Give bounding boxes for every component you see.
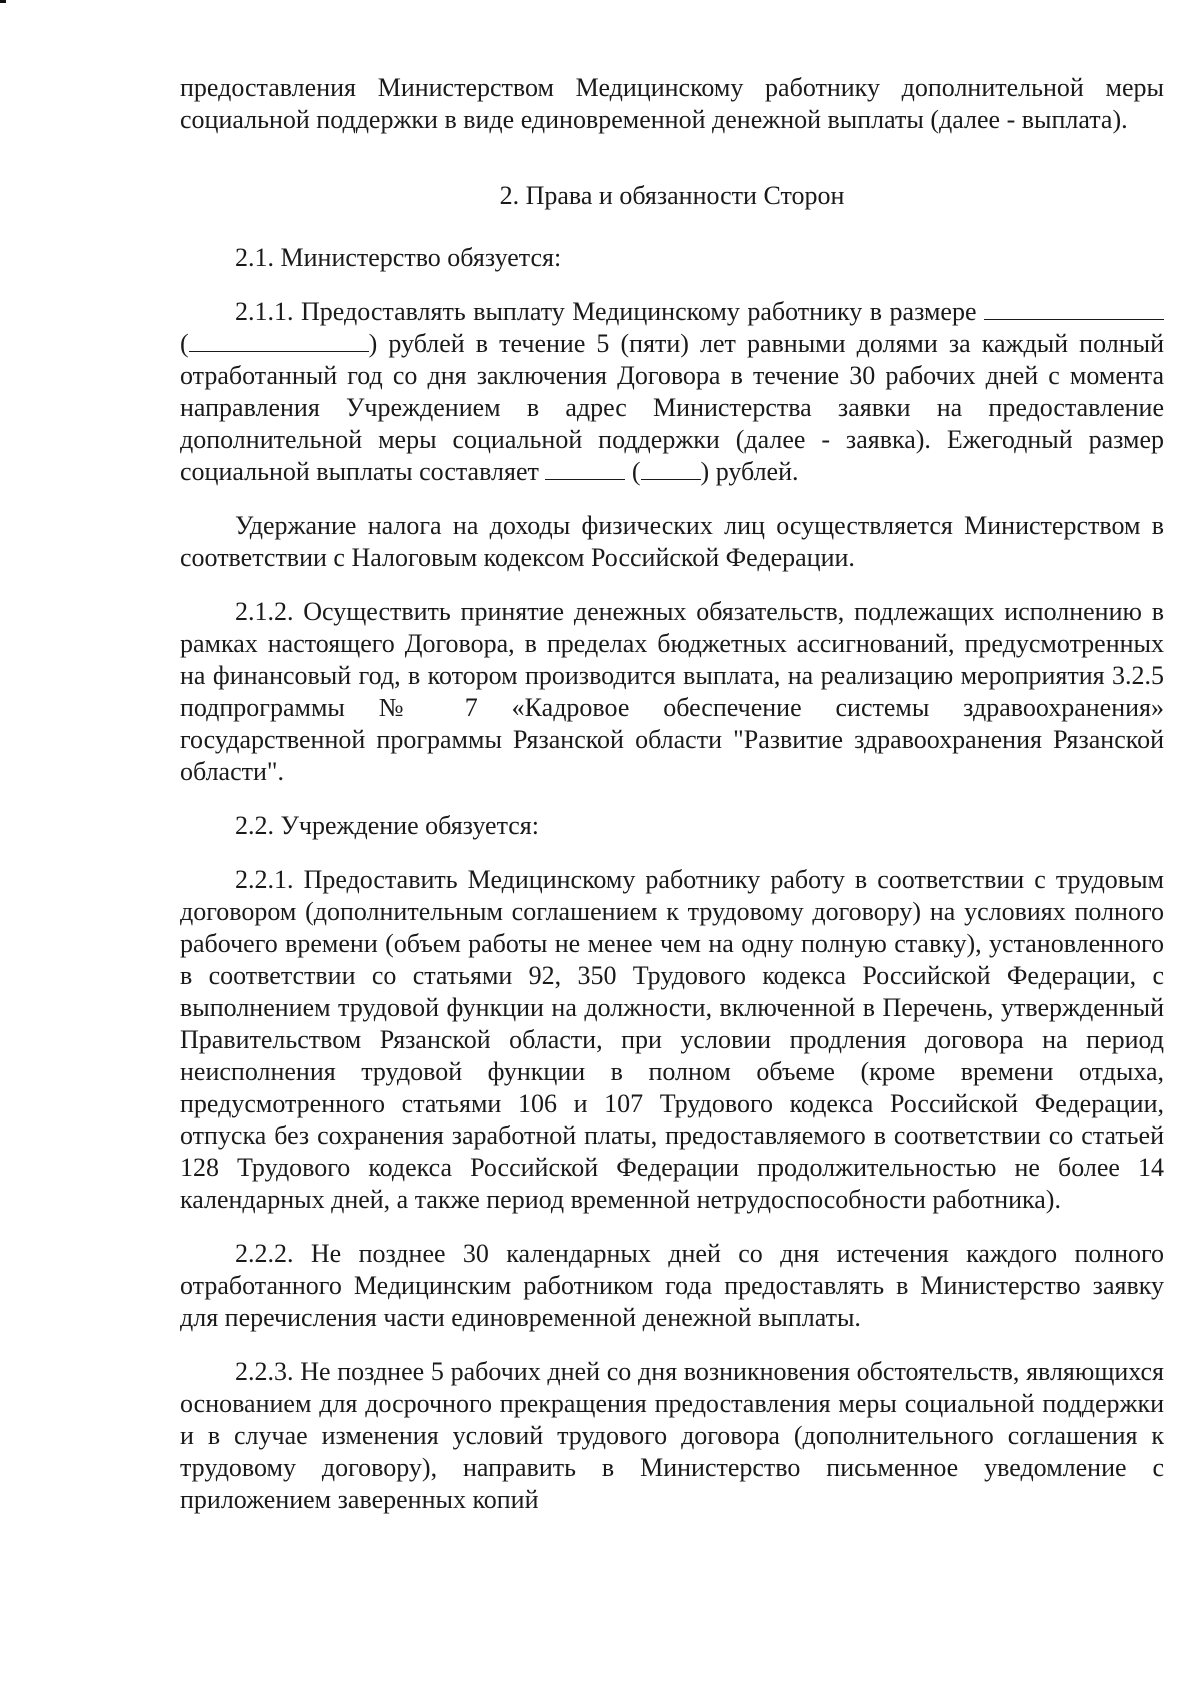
clause-2-2-3: 2.2.3. Не позднее 5 рабочих дней со дня возникновения обстоятельств, являющихся основанием для досрочного прекращения предоставления меры социальной поддержки и в случае изменения условий трудового договора (дополнительного соглашения к трудовому договору), направить в Министерство письменное уведомление с приложением заверенных копий (180, 1357, 1164, 1514)
clause-2-1-1-text-c: ) рублей в течение 5 (пяти) лет равными долями за каждый полный отработанный год со дня заключения Договора в течение 30 рабочих дней с момента направления Учреждением в адрес Министерства заявки на предоставление дополнительной меры социальной поддержки (далее - заявка). Ежегодный размер социальной выплаты составляет (180, 329, 1164, 486)
clause-2-1-1-text-b: ( (180, 329, 189, 358)
section-heading: 2. Права и обязанности Сторон (499, 181, 845, 210)
clause-2-2-1: 2.2.1. Предоставить Медицинскому работнику работу в соответствии с трудовым договором (дополнительным соглашением к трудовому договору) на условиях полного рабочего времени (объем работы не менее чем на одну полную ставку), установленного в соответствии со статьями 92, 350 Трудового кодекса Российской Федерации, с выполнением трудовой функции на должности, включенной в Перечень, утвержденный Правительством Рязанской области, при условии продления договора на период неисполнения трудовой функции в полном объеме (кроме времени отдыха, предусмотренного статьями 106 и 107 Трудового кодекса Российской Федерации, отпуска без сохранения заработной платы, предоставляемого в соответствии со статьей 128 Трудового кодекса Российской Федерации продолжительностью не более 14 календарных дней, а также период временной нетрудоспособности работника). (180, 865, 1164, 1214)
annual-amount-blank (545, 457, 625, 480)
clause-2-2-2: 2.2.2. Не позднее 30 календарных дней со дня истечения каждого полного отработанного Медицинским работником года предоставлять в Министерство заявку для перечисления части единовременной денежной выплаты. (180, 1239, 1164, 1332)
clause-2-2: 2.2. Учреждение обязуется: (235, 811, 539, 840)
amount-blank (984, 297, 1164, 320)
scan-corner-mark (0, 0, 6, 3)
clause-2-1-1 (180, 296, 1164, 488)
intro-paragraph: предоставления Министерством Медицинскому работнику дополнительной меры социальной поддержки в виде единовременной денежной выплаты (далее - выплата). (180, 73, 1164, 134)
clause-2-1-1-text-d: ( (631, 457, 641, 486)
annual-amount-words-blank (641, 457, 701, 480)
clause-2-1-2: 2.1.2. Осуществить принятие денежных обязательств, подлежащих исполнению в рамках настоящего Договора, в пределах бюджетных ассигнований, предусмотренных на финансовый год, в котором производится выплата, на реализацию мероприятия 3.2.5 подпрограммы № 7 «Кадровое обеспечение системы здравоохранения» государственной программы Рязанской области "Развитие здравоохранения Рязанской области". (180, 597, 1164, 786)
document-page (180, 72, 1164, 1538)
tax-paragraph: Удержание налога на доходы физических лиц осуществляется Министерством в соответствии с Налоговым кодексом Российской Федерации. (180, 511, 1164, 572)
clause-2-1-1-text-e: ) рублей. (700, 457, 799, 486)
clause-2-1: 2.1. Министерство обязуется: (235, 243, 562, 272)
amount-words-blank (189, 329, 369, 352)
clause-2-1-1-text-a: 2.1.1. Предоставлять выплату Медицинскому работнику в размере (235, 297, 977, 326)
